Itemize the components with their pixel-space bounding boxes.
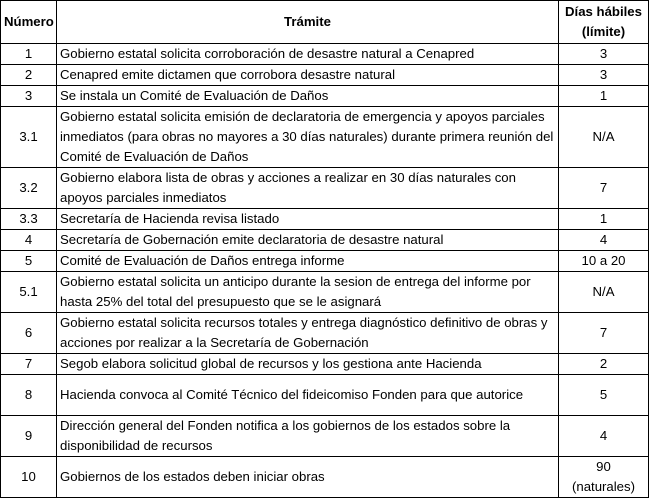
row-number: 8 <box>1 375 57 416</box>
row-dias: 1 <box>559 209 649 230</box>
table-row <box>1 44 649 65</box>
table-row <box>1 416 649 457</box>
row-dias: N/A <box>559 272 649 313</box>
row-dias: 3 <box>559 44 649 65</box>
table-row <box>1 457 649 498</box>
row-number: 9 <box>1 416 57 457</box>
row-dias: 10 a 20 <box>559 251 649 272</box>
row-dias: 4 <box>559 416 649 457</box>
row-tramite: Gobierno estatal solicita recursos totales y entrega diagnóstico definitivo de obras y acciones por realizar a la Secretaría de Gobernación <box>57 313 559 354</box>
row-tramite: Dirección general del Fonden notifica a los gobiernos de los estados sobre la disponibilidad de recursos <box>57 416 559 457</box>
table-row <box>1 375 649 416</box>
row-tramite: Segob elabora solicitud global de recursos y los gestiona ante Hacienda <box>57 354 559 375</box>
row-dias <box>559 457 649 498</box>
row-tramite: Gobierno estatal solicita corroboración de desastre natural a Cenapred <box>57 44 559 65</box>
row-number: 2 <box>1 65 57 86</box>
row-number: 3 <box>1 86 57 107</box>
table-row <box>1 168 649 209</box>
row-tramite: Comité de Evaluación de Daños entrega informe <box>57 251 559 272</box>
row-number: 6 <box>1 313 57 354</box>
row-tramite: Secretaría de Hacienda revisa listado <box>57 209 559 230</box>
row-dias: 4 <box>559 230 649 251</box>
table-row <box>1 313 649 354</box>
header-row <box>1 1 649 44</box>
row-dias: 2 <box>559 354 649 375</box>
row-tramite: Gobierno elabora lista de obras y acciones a realizar en 30 días naturales con apoyos parciales inmediatos <box>57 168 559 209</box>
table-row <box>1 86 649 107</box>
header-dias <box>559 1 649 44</box>
row-tramite: Gobierno estatal solicita emisión de declaratoria de emergencia y apoyos parciales inmediatos (para obras no mayores a 30 días naturales) durante primera reunión del Comité de Evaluación de Daños <box>57 107 559 168</box>
row-dias: 7 <box>559 313 649 354</box>
table-row <box>1 230 649 251</box>
row-number: 3.3 <box>1 209 57 230</box>
header-tramite: Trámite <box>57 1 559 44</box>
row-number: 5.1 <box>1 272 57 313</box>
header-dias-line1: Días hábiles <box>565 4 642 19</box>
row-tramite: Hacienda convoca al Comité Técnico del fideicomiso Fonden para que autorice <box>57 375 559 416</box>
row-tramite: Cenapred emite dictamen que corrobora desastre natural <box>57 65 559 86</box>
table-row <box>1 272 649 313</box>
table-row <box>1 251 649 272</box>
row-tramite: Se instala un Comité de Evaluación de Daños <box>57 86 559 107</box>
row-number: 3.2 <box>1 168 57 209</box>
row-dias-line2: (naturales) <box>571 479 636 494</box>
row-number: 1 <box>1 44 57 65</box>
row-tramite: Gobiernos de los estados deben iniciar obras <box>57 457 559 498</box>
row-dias: 5 <box>559 375 649 416</box>
row-dias: 1 <box>559 86 649 107</box>
table-row <box>1 209 649 230</box>
row-number: 7 <box>1 354 57 375</box>
table-row <box>1 354 649 375</box>
table-row <box>1 65 649 86</box>
row-number: 10 <box>1 457 57 498</box>
header-numero: Número <box>1 1 57 44</box>
table-row <box>1 107 649 168</box>
row-dias-line1: 90 <box>596 459 611 474</box>
row-dias: 3 <box>559 65 649 86</box>
header-dias-line2: (límite) <box>581 24 626 39</box>
row-number: 3.1 <box>1 107 57 168</box>
row-tramite: Gobierno estatal solicita un anticipo durante la sesion de entrega del informe por hasta 25% del total del presupuesto que se le asignará <box>57 272 559 313</box>
row-dias: N/A <box>559 107 649 168</box>
row-dias: 7 <box>559 168 649 209</box>
row-tramite: Secretaría de Gobernación emite declaratoria de desastre natural <box>57 230 559 251</box>
row-number: 4 <box>1 230 57 251</box>
row-number: 5 <box>1 251 57 272</box>
